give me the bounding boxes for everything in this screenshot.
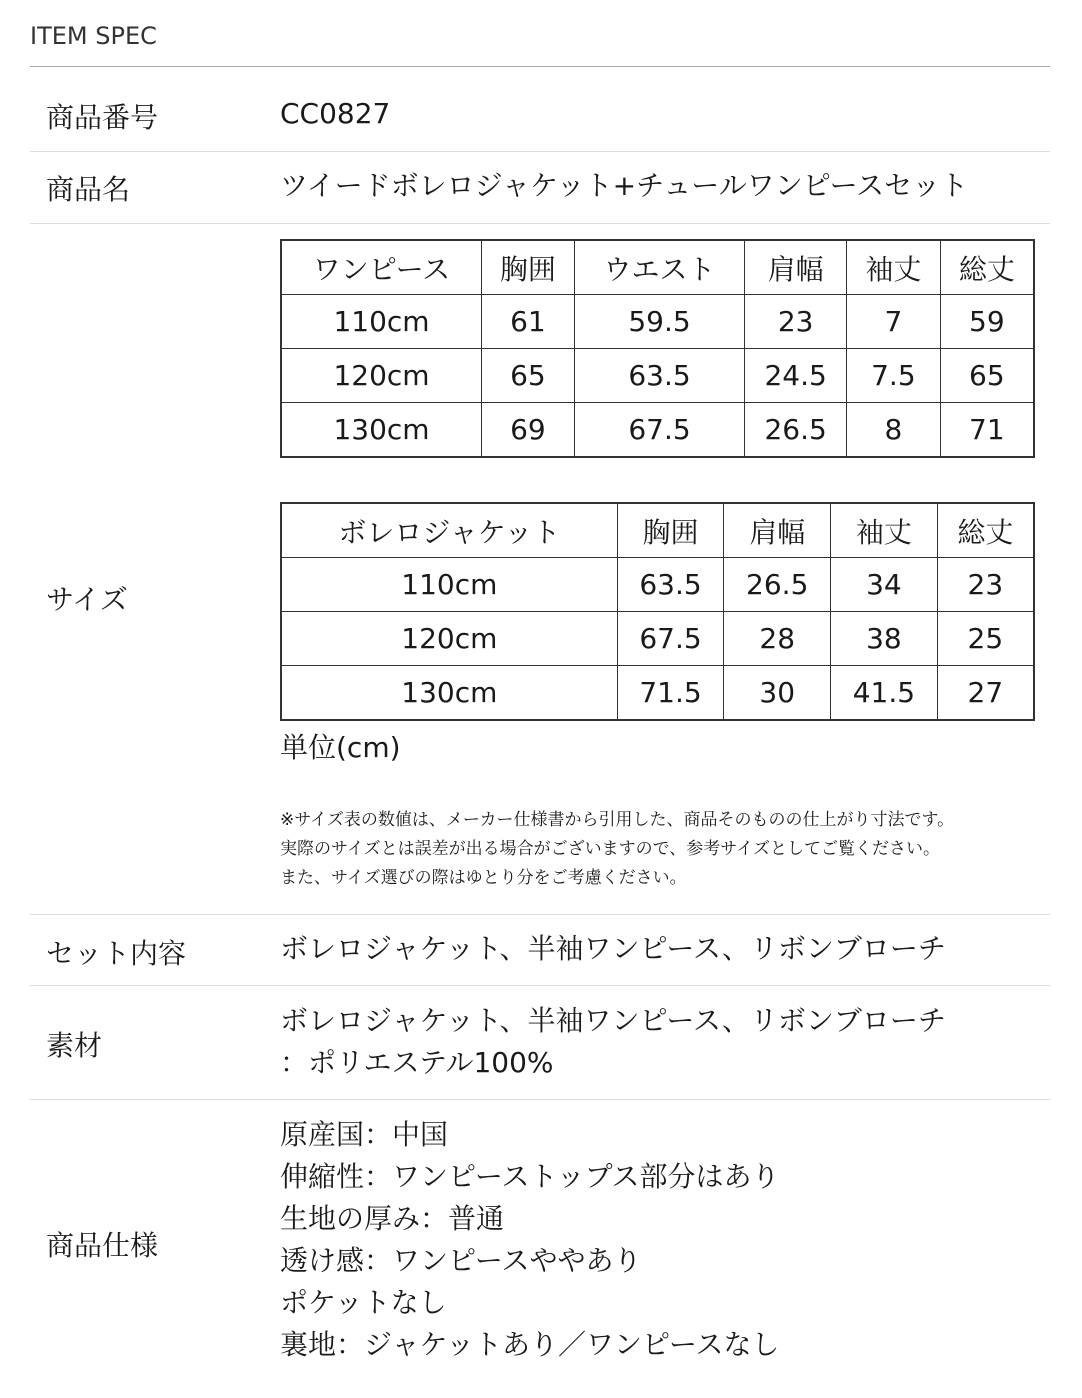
divider — [30, 914, 1050, 915]
table-cell: 110cm — [281, 558, 617, 612]
table-cell: 71 — [940, 403, 1034, 458]
table-cell: 26.5 — [724, 558, 831, 612]
divider — [30, 223, 1050, 224]
table-header-cell: 胸囲 — [617, 503, 724, 558]
size-label: サイズ — [46, 583, 128, 616]
table-cell: 65 — [482, 349, 575, 403]
table-cell: 28 — [724, 612, 831, 666]
table-header-cell: 袖丈 — [847, 240, 941, 295]
spec-label: 商品仕様 — [46, 1229, 159, 1262]
table-header-row — [281, 503, 1034, 558]
material-label: 素材 — [46, 1029, 103, 1062]
product-name-label: 商品名 — [46, 173, 131, 206]
material-line: ボレロジャケット、半袖ワンピース、リボンブローチ — [280, 1004, 946, 1037]
table-cell: 26.5 — [745, 403, 847, 458]
divider — [30, 985, 1050, 986]
note-line: また、サイズ選びの際はゆとり分をご考慮ください。 — [280, 868, 687, 888]
table-cell: 67.5 — [574, 403, 745, 458]
table-cell: 120cm — [281, 349, 482, 403]
table-cell: 61 — [482, 295, 575, 349]
table-cell: 120cm — [281, 612, 617, 666]
table-cell: 59.5 — [574, 295, 745, 349]
table-header-cell: 肩幅 — [745, 240, 847, 295]
table-header-cell: ワンピース — [281, 240, 482, 295]
table-header-row — [281, 240, 1034, 295]
table-cell: 130cm — [281, 666, 617, 721]
table-row — [281, 349, 1034, 403]
table-cell: 23 — [937, 558, 1034, 612]
spec-line: 伸縮性：ワンピーストップス部分はあり — [280, 1160, 780, 1193]
spec-line: 生地の厚み：普通 — [280, 1202, 505, 1235]
table-cell: 23 — [745, 295, 847, 349]
spec-value — [280, 1114, 780, 1366]
set-contents-value: ボレロジャケット、半袖ワンピース、リボンブローチ — [280, 932, 946, 965]
set-contents-label: セット内容 — [46, 937, 187, 970]
size-note — [280, 806, 954, 893]
table-cell: 71.5 — [617, 666, 724, 721]
table-cell: 34 — [831, 558, 938, 612]
table-cell: 63.5 — [617, 558, 724, 612]
table-cell: 8 — [847, 403, 941, 458]
table-cell: 65 — [940, 349, 1034, 403]
table-cell: 24.5 — [745, 349, 847, 403]
table-header-cell: ボレロジャケット — [281, 503, 617, 558]
table-header-cell: 総丈 — [940, 240, 1034, 295]
table-row — [281, 558, 1034, 612]
product-name-value: ツイードボレロジャケット+チュールワンピースセット — [280, 169, 969, 202]
table-cell: 25 — [937, 612, 1034, 666]
spec-line: 透け感：ワンピースややあり — [280, 1244, 642, 1277]
table-cell: 30 — [724, 666, 831, 721]
table-header-cell: 胸囲 — [482, 240, 575, 295]
table-cell: 27 — [937, 666, 1034, 721]
product-code-label: 商品番号 — [46, 101, 159, 134]
table-cell: 130cm — [281, 403, 482, 458]
table-row — [281, 666, 1034, 721]
table-header-cell: 肩幅 — [724, 503, 831, 558]
spec-line: 原産国：中国 — [280, 1118, 449, 1151]
section-header: ITEM SPEC — [30, 22, 157, 50]
divider — [30, 151, 1050, 152]
table-cell: 69 — [482, 403, 575, 458]
table-cell: 67.5 — [617, 612, 724, 666]
table-header-cell: 袖丈 — [831, 503, 938, 558]
spec-line: ポケットなし — [280, 1286, 447, 1319]
table-cell: 110cm — [281, 295, 482, 349]
table-cell: 7 — [847, 295, 941, 349]
product-code-value: CC0827 — [280, 97, 391, 130]
table-row — [281, 612, 1034, 666]
table-header-cell: ウエスト — [574, 240, 745, 295]
table-row — [281, 295, 1034, 349]
material-value — [280, 1000, 946, 1084]
table-row — [281, 403, 1034, 458]
spec-line: 裏地：ジャケットあり／ワンピースなし — [280, 1328, 780, 1361]
header-divider — [30, 66, 1050, 67]
table-cell: 59 — [940, 295, 1034, 349]
table-cell: 63.5 — [574, 349, 745, 403]
note-line: ※サイズ表の数値は、メーカー仕様書から引用した、商品そのものの仕上がり寸法です。 — [280, 810, 955, 830]
onepiece-size-table — [280, 239, 1035, 458]
unit-label: 単位(cm) — [280, 731, 401, 764]
table-cell: 7.5 — [847, 349, 941, 403]
material-line: ：ポリエステル100% — [280, 1046, 554, 1079]
bolero-size-table — [280, 502, 1035, 721]
note-line: 実際のサイズとは誤差が出る場合がございますので、参考サイズとしてご覧ください。 — [280, 839, 940, 859]
divider — [30, 1099, 1050, 1100]
table-cell: 41.5 — [831, 666, 938, 721]
table-header-cell: 総丈 — [937, 503, 1034, 558]
table-cell: 38 — [831, 612, 938, 666]
